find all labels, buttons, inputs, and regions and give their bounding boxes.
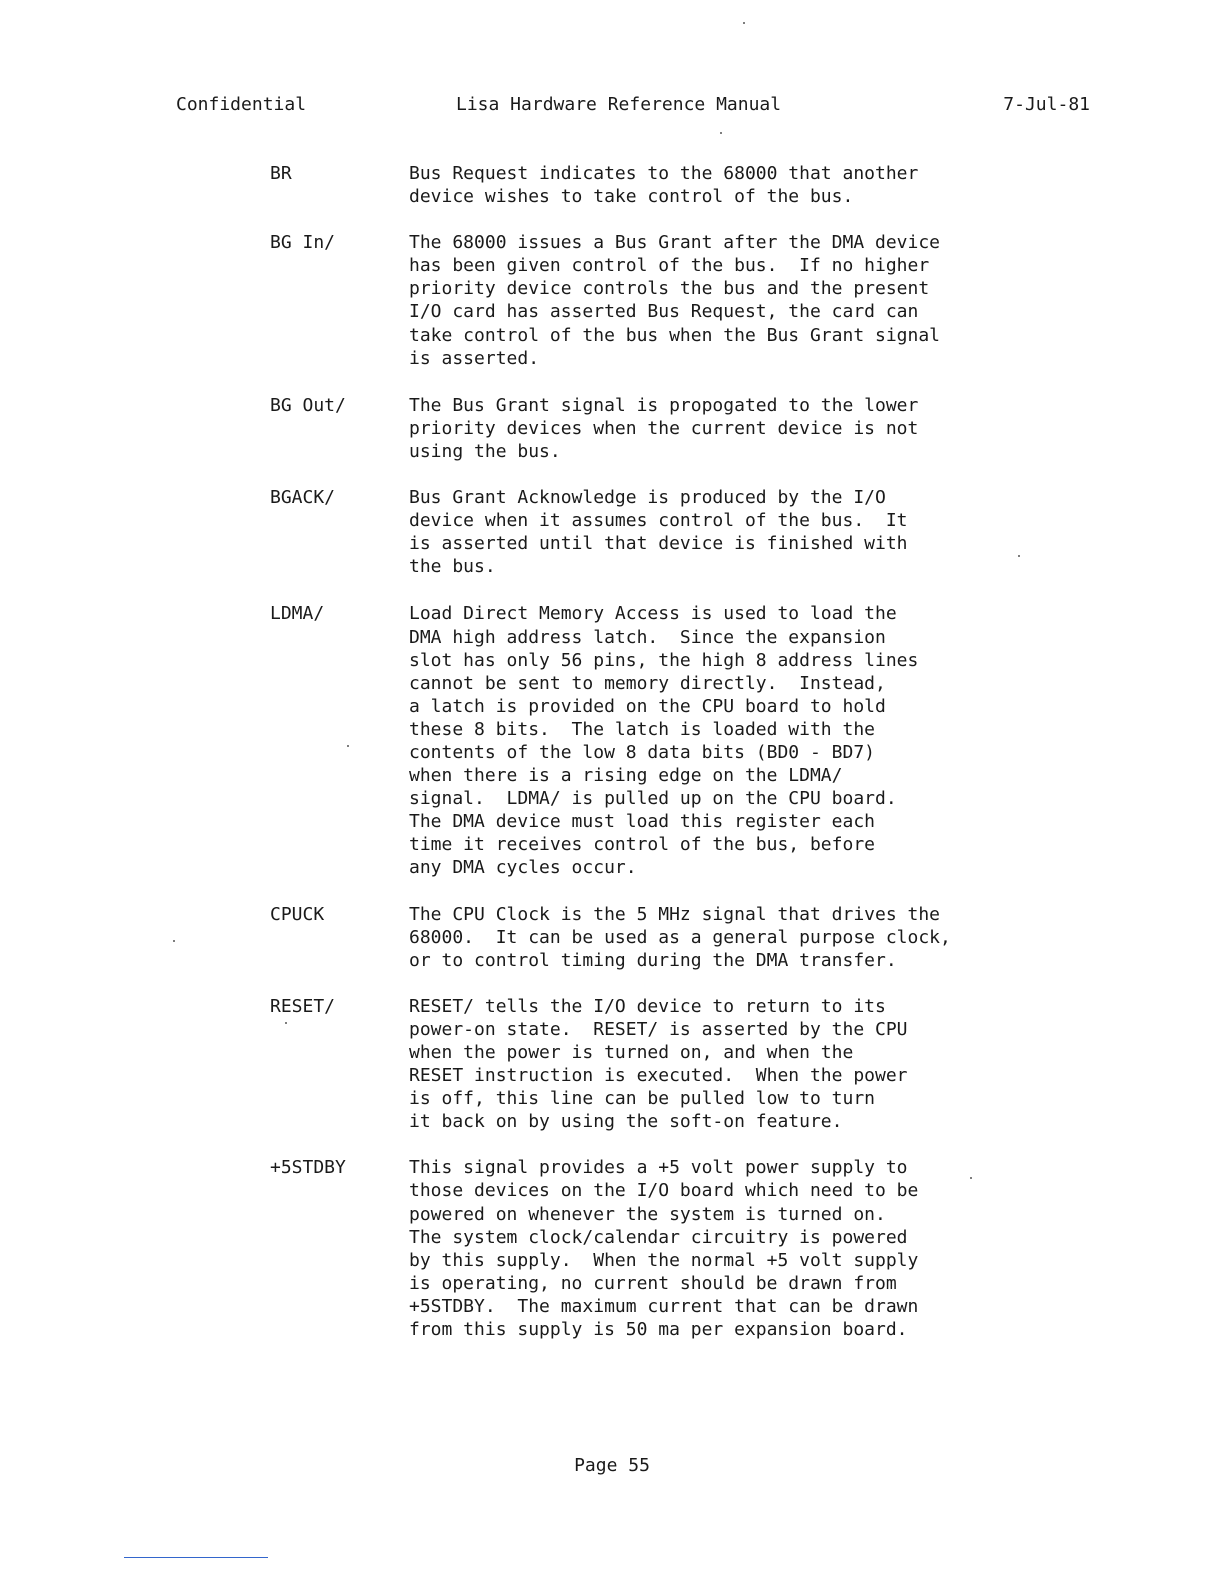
description-line: or to control timing during the DMA transfer.	[409, 949, 897, 971]
definition-entry	[270, 995, 1030, 1134]
description-line: device when it assumes control of the bus. It	[409, 510, 908, 532]
signal-description	[409, 486, 1009, 578]
scan-speck	[347, 745, 349, 747]
description-line: cannot be sent to memory directly. Instead,	[409, 672, 886, 694]
signal-description	[409, 903, 1009, 972]
scan-speck	[720, 132, 722, 134]
signal-definitions	[270, 162, 1030, 1341]
description-line: take control of the bus when the Bus Grant signal	[409, 324, 941, 346]
scan-speck	[970, 1177, 972, 1179]
description-line: This signal provides a +5 volt power supply to	[409, 1157, 908, 1179]
description-line: powered on whenever the system is turned on.	[409, 1203, 886, 1225]
description-line: is operating, no current should be drawn from	[409, 1272, 897, 1294]
signal-description	[409, 231, 1009, 370]
description-line: a latch is provided on the CPU board to hold	[409, 695, 886, 717]
header-date: 7-Jul-81	[1003, 94, 1090, 115]
description-line: Load Direct Memory Access is used to load the	[409, 603, 897, 625]
description-line: from this supply is 50 ma per expansion board.	[409, 1319, 908, 1341]
description-line: The system clock/calendar circuitry is powered	[409, 1226, 908, 1248]
description-line: Bus Request indicates to the 68000 that another	[409, 163, 919, 184]
description-line: The Bus Grant signal is propogated to the lower	[409, 394, 919, 416]
description-line: The CPU Clock is the 5 MHz signal that drives the	[409, 903, 941, 925]
signal-name: BG In/	[270, 232, 336, 254]
description-line: time it receives control of the bus, before	[409, 834, 875, 856]
signal-description	[409, 394, 1009, 463]
description-line: any DMA cycles occur.	[409, 857, 637, 879]
signal-name: +5STDBY	[270, 1157, 346, 1179]
description-line: contents of the low 8 data bits (BD0 - BD7)	[409, 741, 875, 763]
description-line: when the power is turned on, and when the	[409, 1042, 854, 1063]
description-line: using the bus.	[409, 440, 561, 462]
description-line: priority devices when the current device is not	[409, 417, 919, 439]
description-line: The DMA device must load this register each	[409, 811, 875, 833]
signal-name: BR	[270, 163, 292, 184]
definition-entry	[270, 394, 1030, 463]
description-line: RESET/ tells the I/O device to return to its	[409, 995, 886, 1017]
description-line: is asserted until that device is finished with	[409, 533, 908, 555]
signal-name: BG Out/	[270, 394, 346, 416]
description-line: when there is a rising edge on the LDMA/	[409, 765, 843, 787]
description-line: The 68000 issues a Bus Grant after the DMA device	[409, 232, 941, 254]
description-line: RESET instruction is executed. When the power	[409, 1065, 908, 1087]
definition-entry	[270, 486, 1030, 578]
description-line: it back on by using the soft-on feature.	[409, 1111, 843, 1133]
definition-entry	[270, 602, 1030, 879]
definition-entry	[270, 231, 1030, 370]
signal-description	[409, 162, 1009, 208]
description-line: Bus Grant Acknowledge is produced by the I/O	[409, 487, 886, 509]
scan-speck	[173, 940, 175, 942]
signal-description	[409, 1156, 1009, 1341]
description-line: 68000. It can be used as a general purpose clock,	[409, 926, 951, 948]
definition-entry	[270, 162, 1030, 208]
page-number: Page 55	[574, 1455, 650, 1476]
signal-name: RESET/	[270, 995, 336, 1017]
signal-description	[409, 602, 1009, 879]
description-line: DMA high address latch. Since the expansion	[409, 626, 886, 648]
description-line: +5STDBY. The maximum current that can be drawn	[409, 1295, 919, 1317]
description-line: priority device controls the bus and the present	[409, 278, 930, 300]
definition-entry	[270, 1156, 1030, 1341]
description-line: device wishes to take control of the bus.	[409, 186, 854, 208]
header-manual-title: Lisa Hardware Reference Manual	[456, 94, 782, 115]
description-line: I/O card has asserted Bus Request, the card can	[409, 301, 919, 323]
description-line: has been given control of the bus. If no higher	[409, 255, 930, 277]
signal-name: LDMA/	[270, 603, 325, 625]
description-line: the bus.	[409, 556, 496, 578]
page-header	[176, 92, 1090, 118]
header-confidential: Confidential	[176, 94, 307, 115]
description-line: is off, this line can be pulled low to turn	[409, 1088, 875, 1110]
description-line: these 8 bits. The latch is loaded with the	[409, 718, 875, 740]
signal-name: BGACK/	[270, 487, 336, 509]
signal-name: CPUCK	[270, 903, 325, 925]
signal-description	[409, 995, 1009, 1134]
description-line: by this supply. When the normal +5 volt supply	[409, 1249, 919, 1271]
scan-speck	[285, 1022, 287, 1024]
scan-speck	[1018, 555, 1020, 557]
bottom-rule	[124, 1557, 268, 1558]
description-line: those devices on the I/O board which need to be	[409, 1180, 919, 1202]
scan-speck	[743, 22, 745, 24]
definition-entry	[270, 903, 1030, 972]
description-line: power-on state. RESET/ is asserted by the CPU	[409, 1018, 908, 1040]
description-line: slot has only 56 pins, the high 8 address lines	[409, 649, 919, 671]
description-line: is asserted.	[409, 347, 540, 369]
description-line: signal. LDMA/ is pulled up on the CPU board.	[409, 788, 897, 810]
